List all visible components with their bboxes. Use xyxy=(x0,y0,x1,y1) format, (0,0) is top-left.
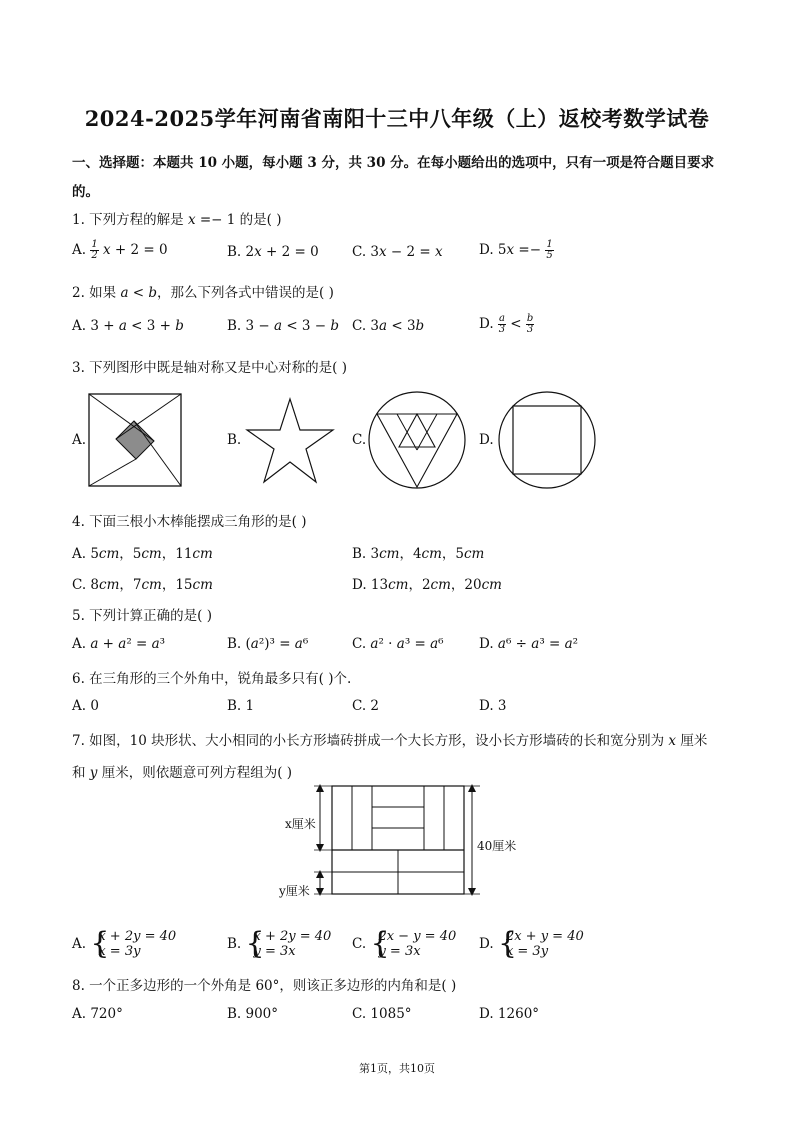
question-7-stem-line1: 7. 如图，10 块形状、大小相同的小长方形墙砖拼成一个大长方形，设小长方形墙砖的长和宽分别为 𝑥 厘米 xyxy=(72,733,708,749)
q8-option-a: A. 720° xyxy=(72,1006,123,1022)
section-heading-line2: 的。 xyxy=(72,184,99,200)
page-title: 2024-2025学年河南省南阳十三中八年级（上）返校考数学试卷 xyxy=(84,106,710,131)
equation-system: { 2𝑥 + 𝑦 = 40 𝑥 = 3𝑦 xyxy=(497,926,584,961)
equation-system: { 2𝑥 − 𝑦 = 40 𝑦 = 3𝑥 xyxy=(370,926,457,961)
section-heading-line1: 一、选择题：本题共 10 小题，每小题 3 分，共 30 分。在每小题给出的选项中，只有一项是符合题目要求 xyxy=(72,155,715,171)
option-letter: B. xyxy=(227,936,242,952)
q3-option-a-letter: A. xyxy=(72,432,87,448)
q7-option-b xyxy=(227,926,332,961)
figure-label-y: y厘米 xyxy=(279,884,310,898)
question-4-stem: 4. 下面三根小木棒能摆成三角形的是( ) xyxy=(72,514,307,530)
q1-option-d xyxy=(479,240,554,261)
q4-option-a: A. 5𝑐𝑚，5𝑐𝑚，11𝑐𝑚 xyxy=(72,546,213,562)
option-letter: C. xyxy=(352,936,367,952)
q6-option-b: B. 1 xyxy=(227,698,255,714)
equation-system: { 𝑥 + 2𝑦 = 40 𝑦 = 3𝑥 xyxy=(245,926,332,961)
q5-option-a: A. 𝑎 + 𝑎² = 𝑎³ xyxy=(72,636,166,652)
figure-star xyxy=(244,396,336,486)
q3-option-b-letter: B. xyxy=(227,432,242,448)
option-letter: D. xyxy=(479,936,494,952)
figure-label-x: x厘米 xyxy=(285,817,316,831)
question-2-stem: 2. 如果 𝑎 < 𝑏，那么下列各式中错误的是( ) xyxy=(72,285,334,301)
question-1-stem: 1. 下列方程的解是 𝑥 =− 1 的是( ) xyxy=(72,212,282,228)
q5-option-d: D. 𝑎⁶ ÷ 𝑎³ = 𝑎² xyxy=(479,636,579,652)
q4-option-b: B. 3𝑐𝑚，4𝑐𝑚，5𝑐𝑚 xyxy=(352,546,485,562)
question-8-stem: 8. 一个正多边形的一个外角是 60°，则该正多边形的内角和是( ) xyxy=(72,978,457,994)
option-letter: A. xyxy=(72,936,87,952)
question-5-stem: 5. 下列计算正确的是( ) xyxy=(72,608,212,624)
fraction: $\frac{a}{3}$ xyxy=(498,313,506,335)
figure-circle-triangles xyxy=(367,390,467,490)
fraction: $\frac{1}{2}$ xyxy=(91,239,98,261)
q2-option-d xyxy=(479,314,534,335)
q2-option-b: B. 3 − 𝑎 < 3 − 𝑏 xyxy=(227,318,340,334)
q1-option-a xyxy=(72,240,168,261)
q8-option-d: D. 1260° xyxy=(479,1006,540,1022)
q7-option-a xyxy=(72,926,177,961)
q8-option-b: B. 900° xyxy=(227,1006,279,1022)
option-text: D. 5𝑥 =− xyxy=(479,242,542,258)
q3-option-c-letter: C. xyxy=(352,432,367,448)
q1-option-c: C. 3𝑥 − 2 = 𝑥 xyxy=(352,244,443,260)
q6-option-a: A. 0 xyxy=(72,698,99,714)
q7-option-c xyxy=(352,926,457,961)
less-than: < xyxy=(510,316,522,332)
page-footer: 第1页，共10页 xyxy=(359,1062,435,1075)
q5-option-c: C. 𝑎² · 𝑎³ = 𝑎⁶ xyxy=(352,636,444,652)
q7-option-d xyxy=(479,926,584,961)
q6-option-c: C. 2 xyxy=(352,698,380,714)
q3-option-d-letter: D. xyxy=(479,432,494,448)
q4-option-c: C. 8𝑐𝑚，7𝑐𝑚，15𝑐𝑚 xyxy=(72,577,213,593)
question-7-stem-line2: 和 𝑦 厘米，则依题意可列方程组为( ) xyxy=(72,765,293,781)
question-3-stem: 3. 下列图形中既是轴对称又是中心对称的是( ) xyxy=(72,360,347,376)
q1-option-b: B. 2𝑥 + 2 = 0 xyxy=(227,244,319,260)
equation-system: { 𝑥 + 2𝑦 = 40 𝑥 = 3𝑦 xyxy=(90,926,177,961)
q2-option-c: C. 3𝑎 < 3𝑏 xyxy=(352,318,425,334)
option-text: 𝑥 + 2 = 0 xyxy=(103,242,168,258)
figure-pinwheel-square xyxy=(88,393,182,487)
q6-option-d: D. 3 xyxy=(479,698,507,714)
figure-label-total: 40厘米 xyxy=(477,839,517,853)
q2-option-a: A. 3 + 𝑎 < 3 + 𝑏 xyxy=(72,318,184,334)
fraction: $\frac{1}{5}$ xyxy=(546,239,553,261)
question-6-stem: 6. 在三角形的三个外角中，锐角最多只有( )个. xyxy=(72,671,352,687)
q5-option-b: B. (𝑎²)³ = 𝑎⁶ xyxy=(227,636,309,652)
q4-option-d: D. 13𝑐𝑚，2𝑐𝑚，20𝑐𝑚 xyxy=(352,577,502,593)
option-letter: D. xyxy=(479,316,494,332)
q8-option-c: C. 1085° xyxy=(352,1006,412,1022)
fraction: $\frac{b}{3}$ xyxy=(526,313,534,335)
figure-circle-square xyxy=(497,390,597,490)
option-letter: A. xyxy=(72,242,87,258)
